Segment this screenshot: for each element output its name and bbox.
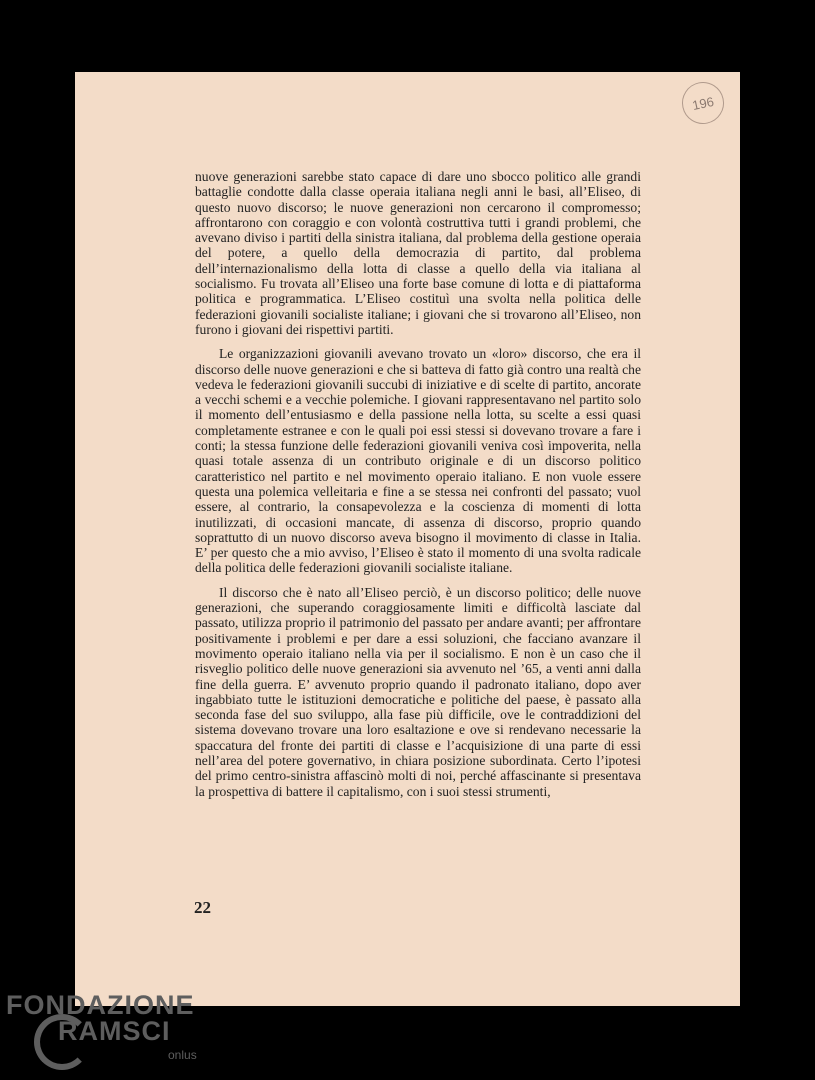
fondazione-gramsci-watermark — [6, 990, 197, 1062]
paragraph: Il discorso che è nato all’Eliseo perciò, è un discorso politico; delle nuove generazioni, che superando coraggiosamente limiti e difficoltà lasciate dal passato, utilizza proprio il patrimonio del passato per andare avanti; per affrontare positivamente i problemi e per dare a essi soluzioni, che facciano avanzare il movimento operaio italiano nella via per il socialismo. E non è un caso che il risveglio politico delle nuove generazioni sia avvenuto nel ’65, a venti anni dalla fine della guerra. E’ avvenuto proprio quando il padronato italiano, dopo aver ingabbiato tutte le istituzioni democratiche e politiche del paese, è passato alla seconda fase del suo sviluppo, alla fase più difficile, ove le contraddizioni del sistema dovevano trovare una loro esaltazione e ove si rendevano necessarie la spaccatura del fronte dei partiti di classe e l’acquisizione di una parte di essi nell’area del potere governativo, in chiara posizione subordinata. Certo l’ipotesi del primo centro-sinistra affascinò molti di noi, perché affascinante si presentava la prospettiva di battere il capitalismo, con i suoi stessi strumenti, — [195, 584, 641, 799]
page-number: 22 — [194, 898, 211, 917]
watermark-line2: RAMSCI — [58, 1016, 171, 1046]
paragraph: nuove generazioni sarebbe stato capace di dare uno sbocco politico alle grandi battaglie condotte dalla classe operaia italiana negli anni le basi, all’Eliseo, di questo nuovo discorso; le nuove generazioni non cercarono il compromesso; affrontarono con coraggio e con volontà costruttiva tutti i grandi problemi, che avevano diviso i partiti della sinistra italiana, dal problema della gestione operaia del potere, a quello della democrazia di partito, dal problema dell’internazionalismo della lotta di classe a quello della via italiana al socialismo. Fu trovata all’Eliseo una forte base comune di lotta e di piattaforma politica e programmatica. L’Eliseo costituì una svolta nella politica delle federazioni giovanili socialiste italiane; i giovani che si trovarono all’Eliseo, non furono i giovani dei rispettivi partiti. — [195, 169, 641, 337]
document-page — [75, 72, 740, 1006]
paragraph: Le organizzazioni giovanili avevano trovato un «loro» discorso, che era il discorso delle nuove generazioni e che si batteva di fatto già contro una realtà che vedeva le federazioni giovanili succubi di iniziative e di scelte di partito, ancorate a vecchi schemi e a vecchie polemiche. I giovani rappresentavano nel partito solo il momento dell’entusiasmo e della passione nella lotta, su scelte a essi quasi completamente estranee e con le quali poi essi stessi si dovevano trovare a fare i conti; la stessa funzione delle federazioni giovanili veniva così impoverita, nella quasi totale assenza di un contributo originale e di un discorso politico caratteristico nel partito e nel movimento operaio italiano. E non vuole essere questa una polemica velleitaria e fine a se stessa nei confronti del passato; vuol essere, al contrario, la consapevolezza e la coscienza di momenti di lotta inutilizzati, di occasioni mancate, di assenza di discorso, proprio quando soprattutto di un nuovo discorso aveva bisogno il movimento di classe in Italia. E’ per questo che a mio avviso, l’Eliseo è stato il momento di una svolta radicale della politica delle federazioni giovanili socialiste italiane. — [195, 346, 641, 576]
watermark-line1: FONDAZIONE — [6, 990, 195, 1020]
archive-number-stamp: 196 — [678, 78, 728, 128]
watermark-onlus: onlus — [168, 1048, 197, 1062]
body-text — [195, 169, 641, 808]
